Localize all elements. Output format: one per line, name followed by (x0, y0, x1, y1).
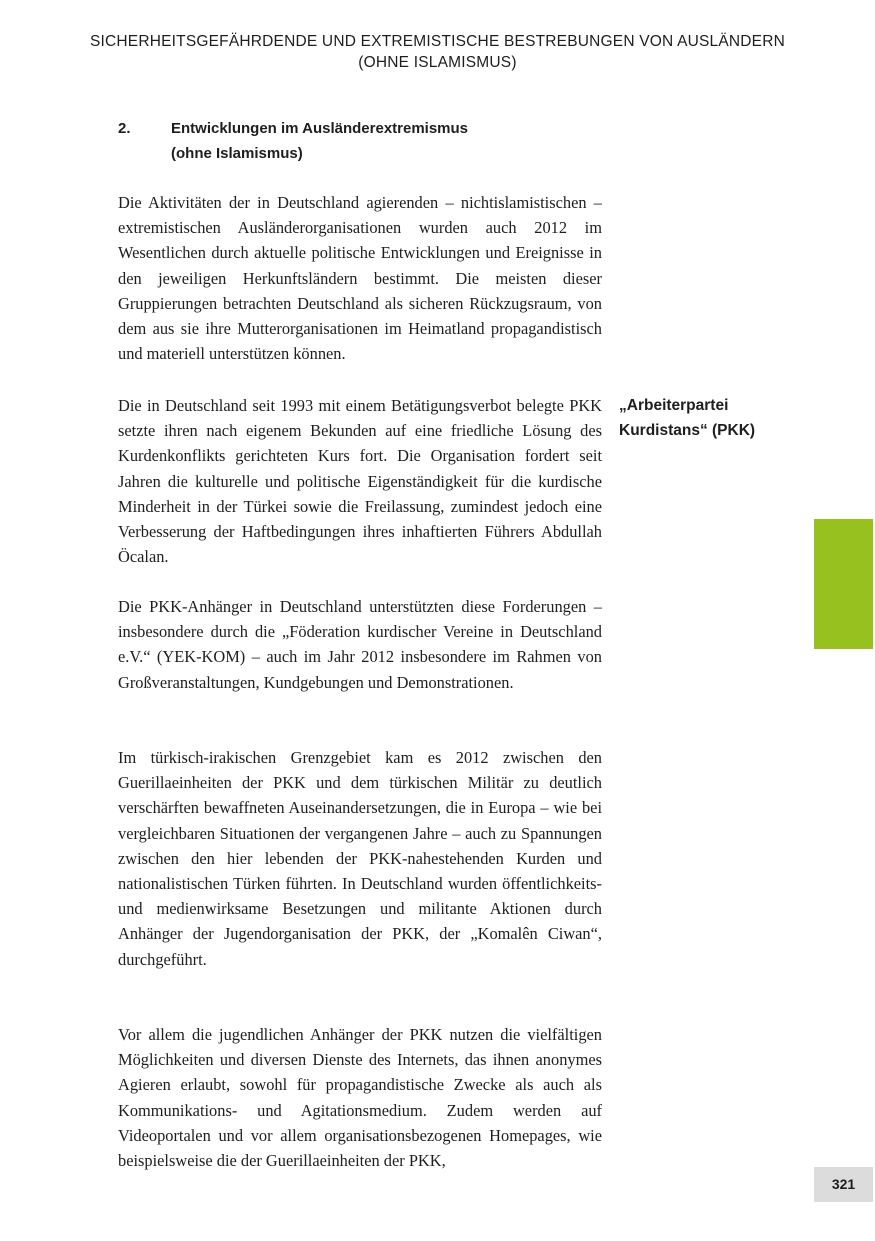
running-header (80, 31, 795, 73)
paragraph-1: Die Aktivitäten der in Deutschland agierenden – nichtislamistischen – extremistischen Ausländerorganisationen wurden auch 2012 im Wesentlichen durch aktuelle politische Entwicklungen und Ereignisse in den jeweiligen Herkunftsländern bestimmt. Die meisten dieser Gruppierungen betrachten Deutschland als sicheren Rückzugsraum, von dem aus sie ihre Mutterorganisationen im Heimatland propagandistisch und materiell unterstützen können. (118, 193, 602, 364)
margin-note-line2: Kurdistans“ (PKK) (619, 422, 756, 439)
margin-note-pkk (619, 393, 799, 443)
page-number: 321 (814, 1167, 873, 1202)
section-number: 2. (118, 120, 131, 137)
running-header-line1: SICHERHEITSGEFÄHRDENDE UND EXTREMISTISCHE BESTREBUNGEN VON AUSLÄNDERN (89, 33, 786, 50)
paragraph-3: Die PKK-Anhänger in Deutschland unterstützten diese Forderungen – insbesondere durch die „Föderation kurdischer Vereine in Deutschland e.V.“ (YEK-KOM) – auch im Jahr 2012 insbesondere im Rahmen von Großveranstaltungen, Kundgebungen und Demonstrationen. (118, 597, 602, 692)
chapter-tab-marker (814, 519, 873, 649)
margin-note-line1: „Arbeiterpartei (619, 397, 729, 414)
paragraph-5: Vor allem die jugendlichen Anhänger der PKK nutzen die vielfältigen Möglichkeiten und diversen Dienste des Internets, das ihnen anonymes Agieren erlaubt, sowohl für propagandistische Zwecke als auch als Kommunikations- und Agitationsmedium. Zudem werden auf Videoportalen und vor allem organisationsbezogenen Homepages, wie beispielsweise die der Guerillaeinheiten der PKK, (118, 1025, 602, 1171)
paragraph-4: Im türkisch-irakischen Grenzgebiet kam es 2012 zwischen den Guerillaeinheiten der PKK und dem türkischen Militär zu deutlich verschärften bewaffneten Auseinandersetzungen, die in Europa – wie bei vergleichbaren Situationen der vergangenen Jahre – auch zu Spannungen zwischen den hier lebenden der PKK-nahestehenden Kurden und nationalistischen Türken führten. In Deutschland wurden öffentlichkeits- und medienwirksame Besetzungen und militante Aktionen durch Anhänger der Jugendorganisation der PKK, der „Komalên Ciwan“, durchgeführt. (118, 748, 602, 969)
section-title-line2: (ohne Islamismus) (171, 145, 303, 162)
section-title (171, 116, 598, 166)
running-header-line2: (OHNE ISLAMISMUS) (358, 54, 517, 71)
section-heading (118, 116, 598, 166)
section-title-line1: Entwicklungen im Ausländerextremismus (171, 120, 469, 137)
paragraph-2: Die in Deutschland seit 1993 mit einem Betätigungsverbot belegte PKK setzte ihren nach eigenem Bekunden auf eine friedliche Lösung des Kurdenkonflikts gerichteten Kurs fort. Die Organisation fordert seit Jahren die kulturelle und politische Eigenständigkeit für die kurdische Minderheit in der Türkei sowie die Freilassung, zumindest jedoch eine Verbesserung der Haftbedingungen ihres inhaftierten Führers Abdullah Öcalan. (118, 396, 602, 567)
